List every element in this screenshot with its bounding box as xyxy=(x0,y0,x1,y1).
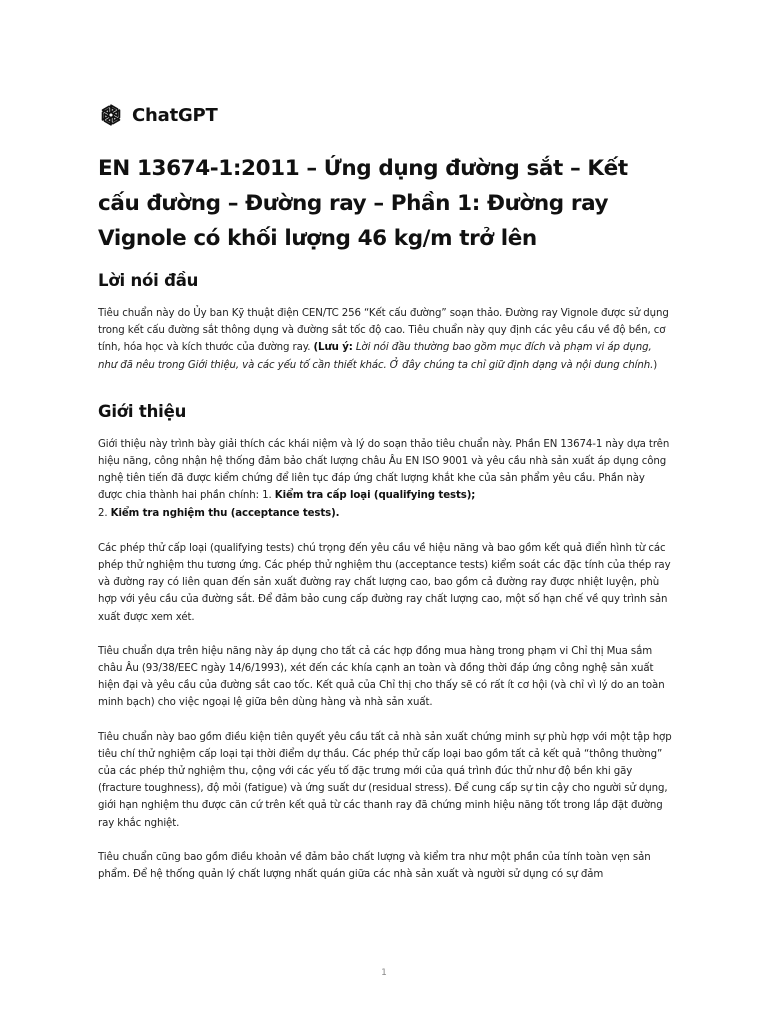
openai-logo-icon xyxy=(98,102,124,128)
intro-p1-text: Giới thiệu này trình bày giải thích các khái niệm và lý do soạn thảo tiêu chuẩn này. Phần EN 13674-1 này dựa trên hiệu năng, công nhận hệ thống đảm bảo chất lượng châu Âu EN ISO 9001 và yêu cầu nhà sản xuất áp dụng công nghệ tiên tiến đã được kiểm chứng để liên tục đáp ứng chất lượng khắt khe của sản phẩm yêu cầu. Phần này được chia thành hai phần chính: 1. xyxy=(98,438,670,502)
brand-header xyxy=(98,99,672,131)
intro-paragraph-4: Tiêu chuẩn này bao gồm điều kiện tiên quyết yêu cầu tất cả nhà sản xuất chứng minh sự phù hợp với một tập hợp tiêu chí thử nghiệm cấp loại tại thời điểm dự thầu. Các phép thử cấp loại bao gồm tất cả kết quả “thông thường” của các phép thử nghiệm thu, cộng với các yếu tố đặc trưng mới của quá trình đúc thử như độ bền khi gãy (fracture toughness), độ mỏi (fatigue) và ứng suất dư (residual stress). Để cung cấp sự tin cậy cho người sử dụng, giới hạn nghiệm thu được căn cứ trên kết quả từ các thanh ray đã chứng minh hiệu năng tốt trong lắp đặt đường ray khắc nghiệt. xyxy=(98,731,672,829)
intro-list-item-2: Kiểm tra nghiệm thu (acceptance tests). xyxy=(110,507,340,519)
foreword-paragraph xyxy=(98,305,672,374)
intro-list-item-2-prefix: 2. xyxy=(98,507,111,519)
intro-paragraph-5: Tiêu chuẩn cũng bao gồm điều khoản về đảm bảo chất lượng và kiểm tra như một phần của tính toàn vẹn sản phẩm. Để hệ thống quản lý chất lượng nhất quán giữa các nhà sản xuất và người sử dụng có sự đảm xyxy=(98,851,651,881)
document-page xyxy=(98,99,672,900)
foreword-heading: Lời nói đầu xyxy=(98,271,199,290)
brand-name: ChatGPT xyxy=(132,104,218,126)
foreword-text: Tiêu chuẩn này do Ủy ban Kỹ thuật điện CEN/TC 256 “Kết cấu đường” soạn thảo. Đường ray Vignole được sử dụng trong kết cấu đường sắt thông dụng và đường sắt tốc độ cao. Tiêu chuẩn này quy định các yêu cầu về độ bền, cơ tính, hóa học và kích thước của đường ray. xyxy=(98,308,669,354)
introduction-heading: Giới thiệu xyxy=(98,401,187,421)
intro-list-item-1: Kiểm tra cấp loại (qualifying tests); xyxy=(274,490,476,502)
note-open: ( xyxy=(313,342,319,354)
intro-paragraph-1 xyxy=(98,436,672,522)
page-number: 1 xyxy=(381,968,387,978)
note-text: Lời nói đầu thường bao gồm mục đích và phạm vi áp dụng, như đã nêu trong Giới thiệu, và các yếu tố cần thiết khác. Ở đây chúng ta chỉ giữ định dạng và nội dung chính. xyxy=(98,342,654,371)
document-title: EN 13674-1:2011 – Ứng dụng đường sắt – Kết cấu đường – Đường ray – Phần 1: Đường ray Vignole có khối lượng 46 kg/m trở lên xyxy=(98,156,628,251)
intro-paragraph-2: Các phép thử cấp loại (qualifying tests) chú trọng đến yêu cầu về hiệu năng và bao gồm kết quả điển hình từ các phép thử nghiệm thu tương ứng. Các phép thử nghiệm thu (acceptance tests) kiểm soát các đặc tính của thép ray và đường ray có liên quan đến sản xuất đường ray chất lượng cao, bao gồm cả đường ray được nhiệt luyện, phù hợp với yêu cầu của đường sắt. Để đảm bảo cung cấp đường ray chất lượng cao, một số hạn chế về quy trình sản xuất được xem xét. xyxy=(98,542,671,623)
intro-paragraph-3: Tiêu chuẩn dựa trên hiệu năng này áp dụng cho tất cả các hợp đồng mua hàng trong phạm vi Chỉ thị Mua sắm châu Âu (93/38/EEC ngày 14/6/1993), xét đến các khía cạnh an toàn và đồng thời đáp ứng công nghệ sản xuất hiện đại và yêu cầu của đường sắt cao tốc. Kết quả của Chỉ thị cho thấy sẽ có rất ít cơ hội (và chỉ vì lý do an toàn minh bạch) cho việc ngoại lệ giữa bên dùng hàng và nhà sản xuất. xyxy=(98,645,665,709)
note-close: ) xyxy=(653,359,658,371)
note-label: Lưu ý: xyxy=(318,342,353,354)
